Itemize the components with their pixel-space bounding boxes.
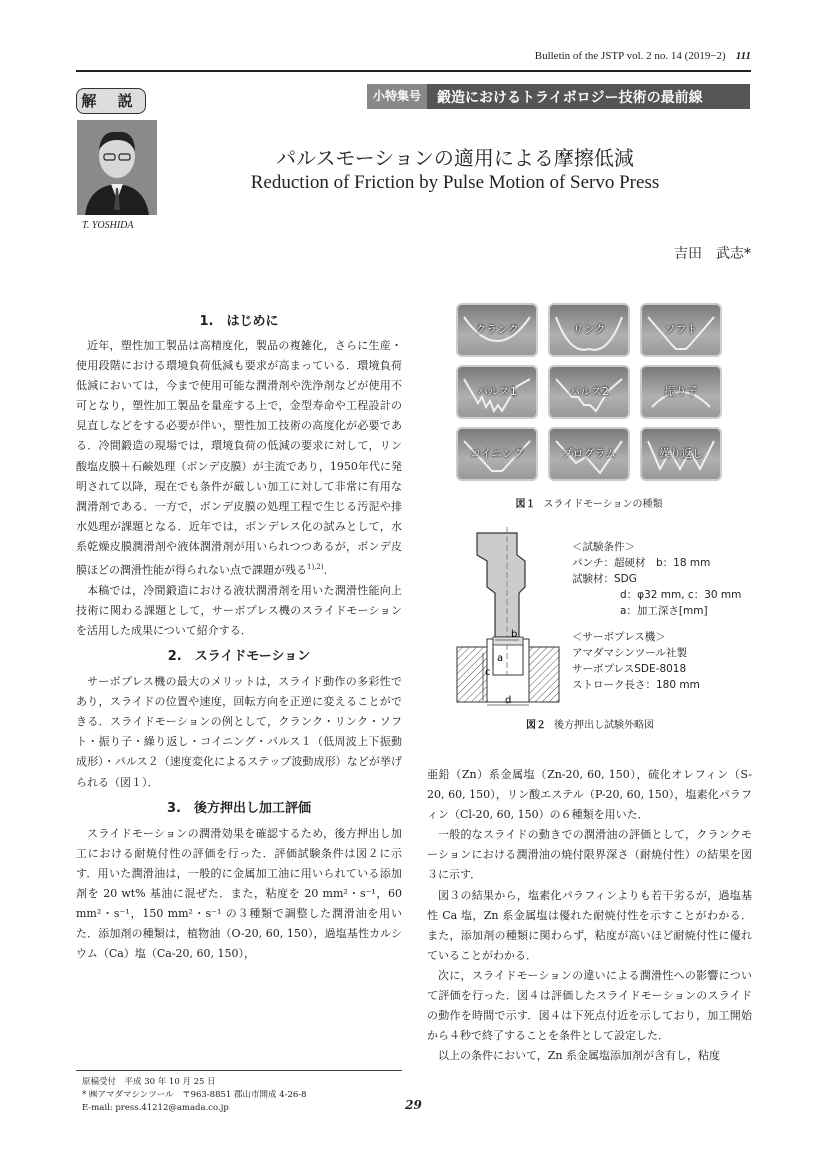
author-name-ja: 吉田 武志* xyxy=(674,246,751,262)
page-number: 29 xyxy=(405,1098,422,1112)
author-name-en: T. YOSHIDA xyxy=(82,220,134,231)
motion-tile-pendulum xyxy=(640,365,722,419)
section-1-heading: 1. はじめに xyxy=(199,314,279,329)
motion-tile-label: パルス2 xyxy=(569,385,609,398)
section-badge: 解 説 xyxy=(76,88,146,114)
motion-tile-pulse1 xyxy=(456,365,538,419)
figure-2-diagram xyxy=(455,527,575,712)
section-2-heading: 2. スライドモーション xyxy=(167,649,311,665)
footnote-email: E-mail: press.41212@amada.co.jp xyxy=(82,1103,229,1113)
feature-tag: 小特集号 xyxy=(367,84,427,109)
author-photo xyxy=(77,120,157,215)
section-1-paragraph-1 xyxy=(76,336,402,581)
right-paragraph-3: 図３の結果から，塩素化パラフィンよりも若干劣るが，過塩基性 Ca 塩，Zn 系金属塩は優れた耐焼付性を示すことがわかる．また，添加剤の種類に関わらず，粘度が高いほど耐焼付性に優れていることがわかる． xyxy=(427,888,752,962)
figure-1-caption-text: スライドモーションの種類 xyxy=(543,499,663,510)
left-column xyxy=(76,310,402,964)
motion-tile-soft xyxy=(640,303,722,357)
conditions-title: ＜試験条件＞ xyxy=(572,541,635,553)
feature-banner xyxy=(367,84,750,109)
right-paragraph-2: 一般的なスライドの動きでの潤滑油の評価として，クランクモーションにおける潤滑油の焼付限界深さ（耐焼付性）の結果を図３に示す． xyxy=(427,828,752,882)
section-3-heading: 3. 後方押出し加工評価 xyxy=(167,800,311,816)
right-column xyxy=(427,765,752,1066)
journal-header xyxy=(535,50,751,62)
motion-tile-crank xyxy=(456,303,538,357)
figure-2-label: 図２ xyxy=(526,720,546,731)
motion-tile-label: クランク xyxy=(475,323,519,336)
dim-label-a: a xyxy=(497,653,504,664)
motion-tile-label: コイニング xyxy=(469,447,524,460)
footnote-received: 原稿受付 平成 30 年 10 月 25 日 xyxy=(82,1077,216,1087)
motion-tile-label: 振り子 xyxy=(664,385,698,398)
right-paragraph-5: 以上の条件において，Zn 系金属塩添加剤が含有し，粘度 xyxy=(438,1049,721,1063)
condition-workpiece: 試験材：SDG xyxy=(572,573,637,585)
figure-2-caption-text: 後方押出し試験外略図 xyxy=(554,720,654,731)
figure-1-label: 図１ xyxy=(515,499,536,510)
press-maker: アマダマシンツール社製 xyxy=(572,647,688,659)
journal-citation: Bulletin of the JSTP vol. 2 no. 14 (2019−2) xyxy=(534,50,726,62)
dim-label-c: c xyxy=(485,667,491,678)
section-2-paragraph-1: サーボプレス機の最大のメリットは，スライド動作の多彩性であり，スライドの位置や速度，回転方向を正逆に変えることができる．スライドモーションの例として，クランク・リンク・ソフト・振り子・繰り返し・コイニング・パルス１（低周波上下振動成形）・パルス２（速度変化によるステップ波動成形）などが挙げられる（図１）． xyxy=(76,675,402,789)
footnote-rule xyxy=(76,1070,402,1071)
motion-tile-label: パルス1 xyxy=(477,385,517,398)
motion-tile-label: プログラム xyxy=(561,447,617,460)
figure-2-conditions xyxy=(572,539,741,693)
title-english: Reduction of Friction by Pulse Motion of Servo Press xyxy=(250,172,660,193)
section-3-paragraph-1: スライドモーションの潤滑効果を確認するため，後方押出し加工における耐焼付性の評価を行った．評価試験条件は図２に示す．用いた潤滑油は，一般的に金属加工油に用いられている添加剤を 20 wt% 基油に混ぜた．また，粘度を 20 mm²・s⁻¹，60 mm²・s⁻¹，150 mm²・s⁻¹ の３種類で調整した潤滑油を用いた．添加剤の種類は，植物油（O-20, 60, 150），過塩基性カルシウム（Ca）塩（Ca-20, 60, 150）， xyxy=(76,826,402,961)
right-paragraph-4: 次に，スライドモーションの違いによる潤滑性への影響について評価を行った．図４は評価したスライドモーションのスライドの動作を時間で示す．図４は下死点付近を示しており，加工開始から４秒で終了することを条件として設定した． xyxy=(427,968,752,1043)
motion-tile-program xyxy=(548,427,630,481)
section-1-paragraph-2: 本稿では，冷間鍛造における液状潤滑剤を用いた潤滑性能向上技術に関わる課題として，サーボプレス機のスライドモーションを活用した成果について紹介する． xyxy=(76,583,402,637)
section-1-paragraph-1-text: 近年，塑性加工製品は高精度化，製品の複雑化，さらに生産・使用段階における環境負荷低減も要求が高まっている．環境負荷低減においては，今まで使用可能な潤滑剤や洗浄剤などが使用不可となり，塑性加工製品を量産する上で，金型寿命や工程設計の見直しなどをする必要が伴い，塑性加工技術の高度化が必要である．冷間鍛造の現場では，環境負荷の低減の要求に対して，リン酸塩皮膜＋石鹸処理（ボンデ皮膜）が主流であり，1950年代に発明されて以降，現在でも条件が厳しい加工に対して非常に有用な潤滑剤である．一方で，ボンデ皮膜の処理工程で生じる汚泥や排水処理が課題となる．近年では，ボンデレス化の試みとして，水系乾燥皮膜潤滑剤や液体潤滑剤が用いられつつあるが，ボンデ皮膜ほどの潤滑性能が得られない点で課題が残る xyxy=(76,339,402,577)
journal-page: 111 xyxy=(735,50,751,62)
figure-1-motion-grid xyxy=(456,303,722,481)
motion-tile-pulse2 xyxy=(548,365,630,419)
citation-ref: 1),2) xyxy=(307,563,324,572)
condition-dims: d：φ32 mm, c：30 mm xyxy=(620,589,742,601)
condition-punch: パンチ：超硬材 b：18 mm xyxy=(572,557,711,569)
header-rule xyxy=(76,70,751,72)
motion-tile-link xyxy=(548,303,630,357)
press-title: ＜サーボプレス機＞ xyxy=(572,631,666,643)
feature-title: 鍛造におけるトライボロジー技術の最前線 xyxy=(437,89,703,106)
motion-tile-label: 繰り返し xyxy=(659,447,703,460)
dim-label-b: b xyxy=(511,629,518,640)
press-stroke: ストローク長さ：180 mm xyxy=(572,679,700,691)
title-japanese: パルスモーションの適用による摩擦低減 xyxy=(276,146,634,170)
section-1-paragraph-1-end: ． xyxy=(323,563,335,577)
motion-tile-repeat xyxy=(640,427,722,481)
motion-tile-label: ソフト xyxy=(664,323,698,336)
figure-1-caption xyxy=(456,495,722,510)
right-paragraph-1: 亜鉛（Zn）系金属塩（Zn-20, 60, 150），硫化オレフィン（S-20, 60, 150），リン酸エステル（P-20, 60, 150），塩素化パラフィン（Cl-20, 60, 150）の６種類を用いた． xyxy=(427,768,752,822)
figure-2-caption xyxy=(440,716,740,731)
press-model: サーボプレスSDE-8018 xyxy=(572,663,687,675)
footnote-affiliation: * ㈱アマダマシンツール 〒963-8851 郡山市開成 4-26-8 xyxy=(82,1090,307,1100)
motion-tile-label: リンク xyxy=(572,323,606,336)
motion-tile-coining xyxy=(456,427,538,481)
condition-depth: a：加工深さ[mm] xyxy=(620,605,708,617)
dim-label-d: d xyxy=(505,695,512,706)
